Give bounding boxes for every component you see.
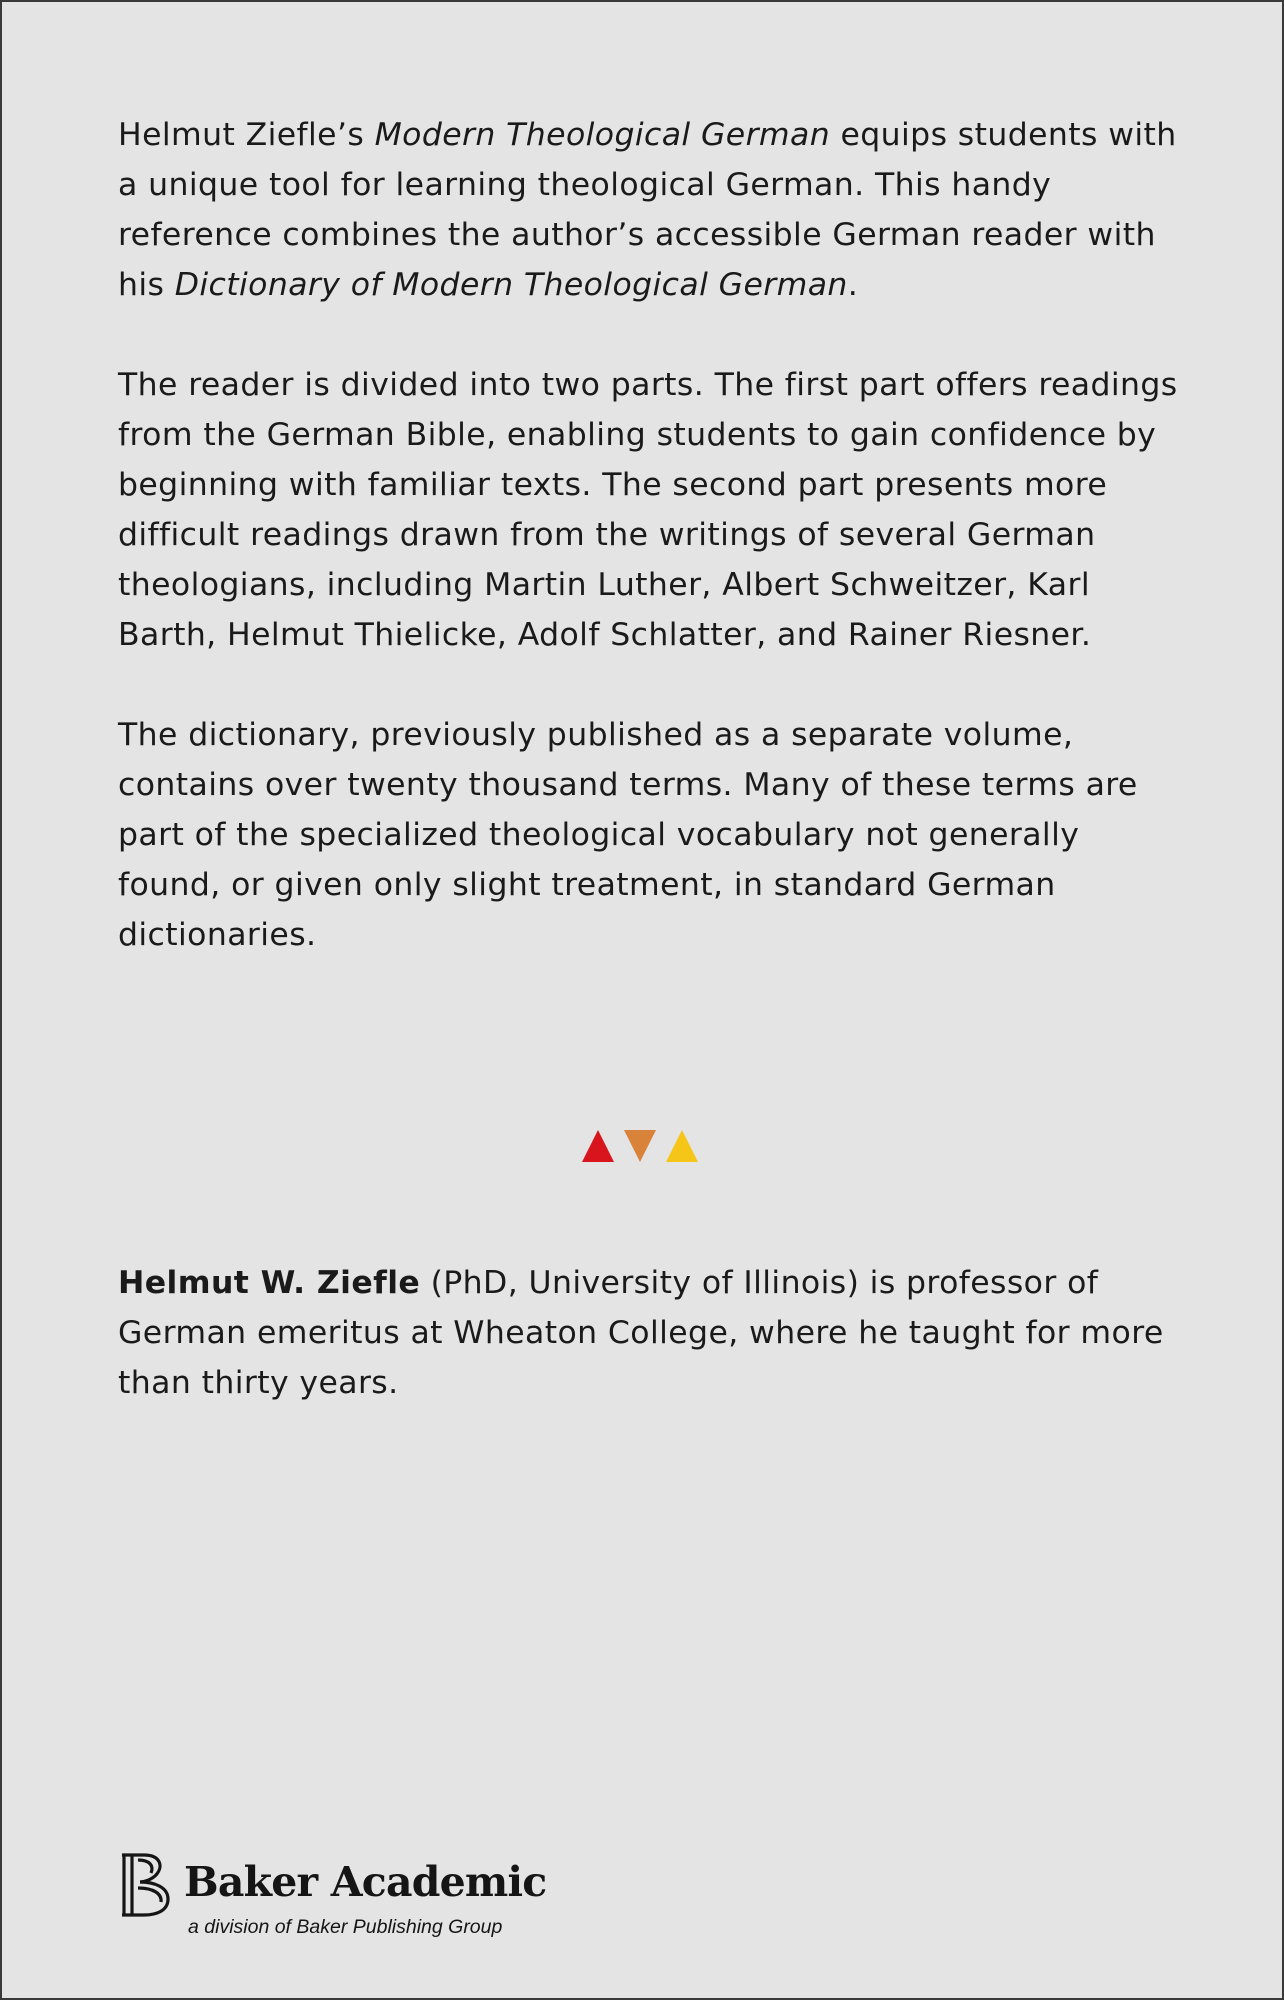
publisher-tagline: a division of Baker Publishing Group [188,1916,503,1938]
triangle-ornament-icon [580,1128,704,1164]
publisher-logo [118,1852,547,1942]
author-bio-text: (PhD, University of Illinois) is professor of German emeritus at Wheaton College, where he taught for more than thirty years. [118,1265,1164,1401]
publisher-name: Baker Academic [184,1858,547,1906]
blurb-paragraph-2: The reader is divided into two parts. The first part offers readings from the German Bible, enabling students to gain confidence by beginning with familiar texts. The second part presents more difficult readings drawn from the writings of several German theologians, including Martin Luther, Albert Schweitzer, Karl Barth, Helmut Thielicke, Adolf Schlatter, and Rainer Riesner. [118,367,1178,653]
triangle-ornament [0,1128,1284,1164]
book-title: Modern Theological German [374,117,831,153]
blurb-section [118,110,1178,1010]
author-bio [118,1258,1178,1408]
dictionary-title: Dictionary of Modern Theological German [174,267,848,303]
blurb-text: . [847,267,859,303]
orange-inverted-triangle-icon [624,1130,656,1162]
blurb-paragraph-3: The dictionary, previously published as a separate volume, contains over twenty thousand terms. Many of these terms are part of the specialized theological vocabulary not generally found, or given only slight treatment, in standard German dictionaries. [118,717,1138,953]
author-name: Helmut W. Ziefle [118,1265,421,1301]
yellow-triangle-icon [666,1130,698,1162]
blurb-text: equips students with a unique tool for learning theological German. This handy reference combines the author’s accessible German reader with his [118,117,1177,303]
blurb-text: Helmut Ziefle’s [118,117,375,153]
blurb-paragraph-1 [118,110,1178,310]
red-triangle-icon [582,1130,614,1162]
baker-b-logo-icon [118,1852,174,1918]
